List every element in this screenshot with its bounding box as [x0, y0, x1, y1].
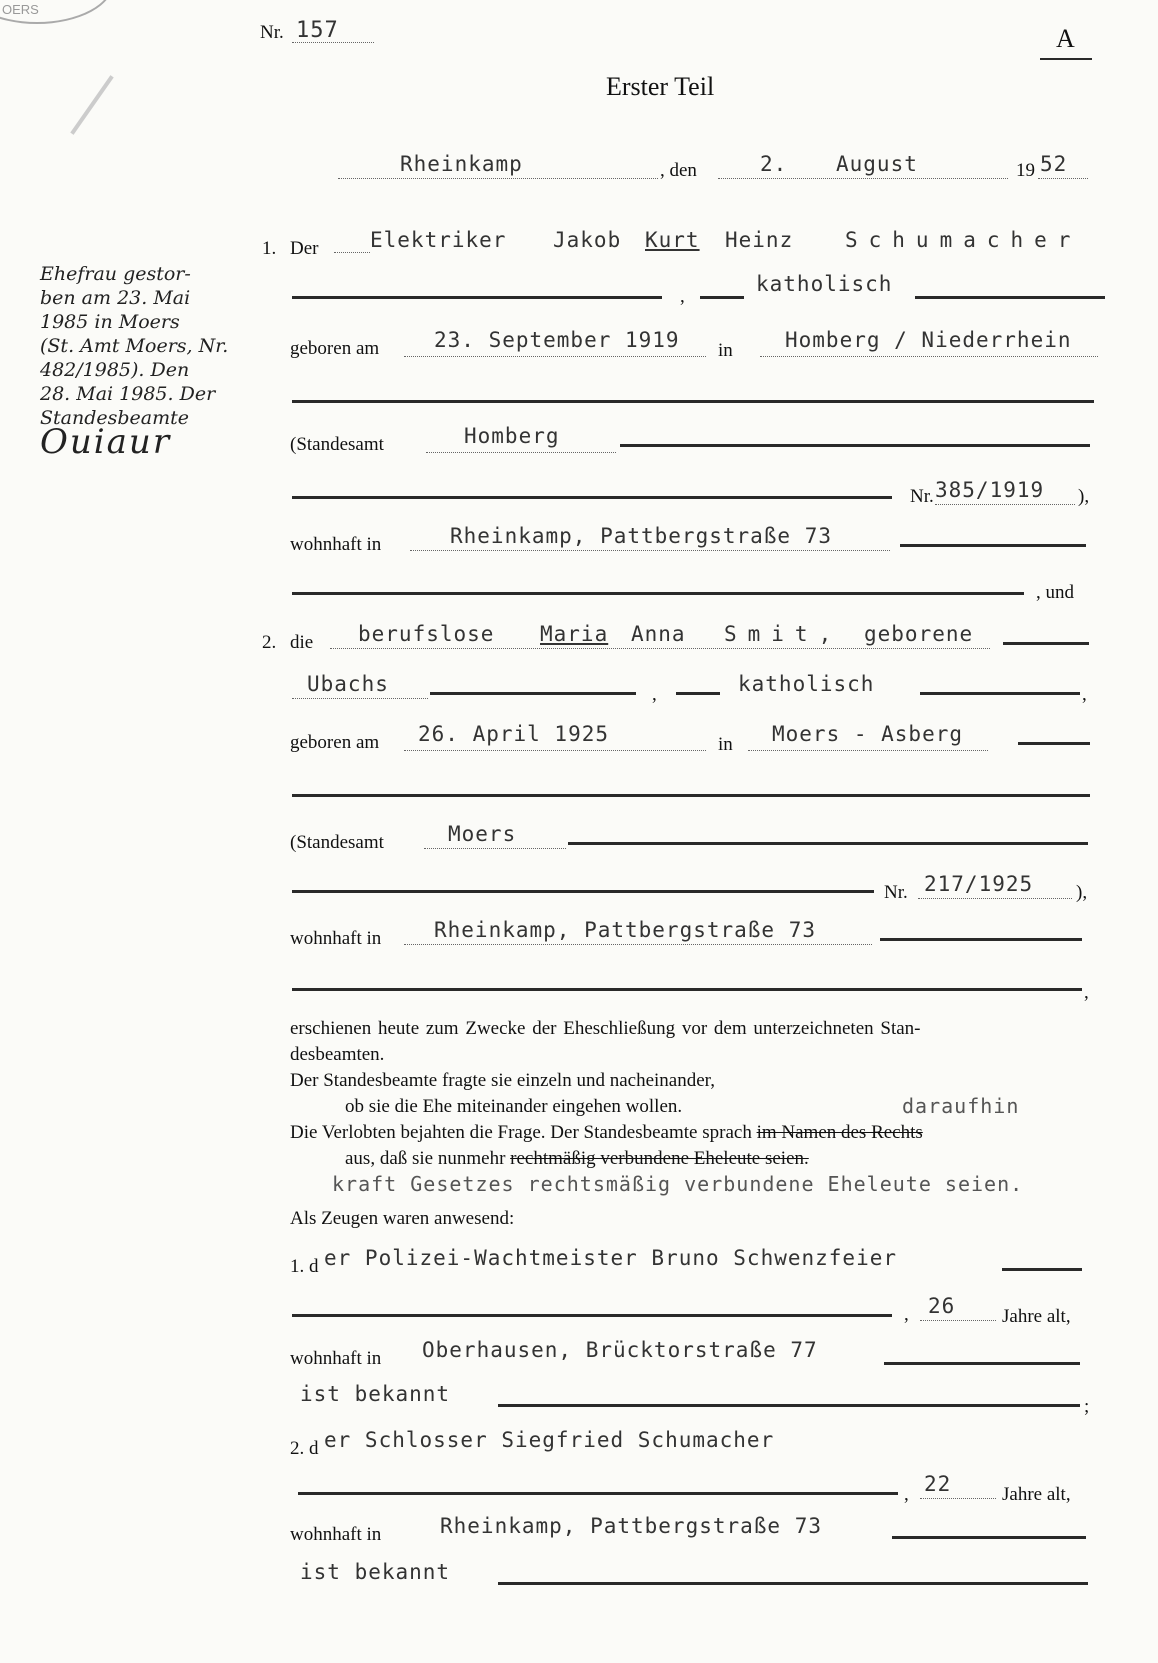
witness2-residence: Rheinkamp, Pattbergstraße 73 — [440, 1514, 823, 1538]
witness2-residence-label: wohnhaft in — [290, 1524, 382, 1545]
margin-line: (St. Amt Moers, Nr. — [40, 335, 229, 357]
bride-occupation: berufslose — [358, 622, 495, 646]
groom-religion: katholisch — [756, 272, 893, 296]
margin-line: Standesbeamte — [40, 407, 190, 429]
groom-residence: Rheinkamp, Pattbergstraße 73 — [450, 524, 833, 548]
comma: , — [652, 684, 657, 705]
bride-blank-line — [292, 794, 1090, 797]
groom-residence-dots — [410, 550, 890, 551]
marriage-day: 2. — [760, 152, 788, 176]
witness2-known: ist bekannt — [300, 1560, 451, 1584]
witness1-age-label: Jahre alt, — [1002, 1306, 1071, 1327]
bride-dots — [330, 648, 990, 649]
form-letter-underline — [1040, 58, 1092, 60]
bride-geborene: geborene — [864, 622, 974, 646]
witness2-residence-line — [892, 1536, 1086, 1539]
bride-reg-dots — [918, 898, 1072, 899]
body-line-4: ob sie die Ehe miteinander eingehen wollen. — [345, 1096, 683, 1117]
margin-line: Ehefrau gestor- — [40, 263, 191, 285]
year-dots — [1038, 178, 1088, 179]
bride-residence: Rheinkamp, Pattbergstraße 73 — [434, 918, 817, 942]
witness2-age-dots — [920, 1498, 996, 1499]
groom-middle-name: Heinz — [725, 228, 794, 252]
bride-registry: Moers — [448, 822, 517, 846]
groom-surname: Schumacher — [845, 228, 1082, 252]
form-letter: A — [1056, 24, 1075, 53]
comma: , — [904, 1484, 909, 1505]
bride-residence-label: wohnhaft in — [290, 928, 382, 949]
bride-born-label: geboren am — [290, 732, 380, 753]
witness2-text: er Schlosser Siegfried Schumacher — [324, 1428, 775, 1452]
groom-birth-place: Homberg / Niederrhein — [785, 328, 1072, 352]
bride-religion: katholisch — [738, 672, 875, 696]
groom-der-label: Der — [290, 238, 319, 259]
groom-residence-label: wohnhaft in — [290, 534, 382, 555]
groom-reg-nr: 385/1919 — [935, 478, 1045, 502]
bride-residence-dots — [404, 944, 872, 945]
witness2-known-line — [498, 1582, 1088, 1585]
record-number: 157 — [296, 18, 339, 43]
bride-name-line — [1003, 642, 1089, 645]
comma: , — [680, 286, 685, 307]
witness2-age-label: Jahre alt, — [1002, 1484, 1071, 1505]
groom-residence-line-2 — [292, 592, 1024, 595]
comma: , — [1082, 684, 1087, 705]
bride-registry-label: (Standesamt — [290, 832, 384, 853]
marriage-month: August — [836, 152, 918, 176]
bride-birth-date: 26. April 1925 — [418, 722, 610, 746]
groom-birth-date: 23. September 1919 — [434, 328, 680, 352]
groom-blank-line-2 — [292, 400, 1094, 403]
und-label: , und — [1036, 582, 1074, 603]
groom-occupation: Elektriker — [370, 228, 507, 252]
body-line-6-text: aus, daß sie nunmehr — [345, 1148, 511, 1169]
witness1-age: 26 — [928, 1294, 956, 1318]
groom-call-name: Kurt — [645, 228, 700, 252]
bride-surname: Smit, — [724, 622, 843, 646]
witness1-known: ist bekannt — [300, 1382, 451, 1406]
margin-line: 482/1985). Den — [40, 359, 190, 381]
bride-religion-line-left — [676, 692, 720, 695]
bride-registry-dots — [424, 848, 566, 849]
margin-line: 28. Mai 1985. Der — [40, 383, 216, 405]
bride-place-dots — [748, 750, 988, 751]
groom-reg-nr-label: Nr. — [910, 486, 934, 507]
bride-die-label: die — [290, 632, 314, 653]
bride-maiden-name: Ubachs — [307, 672, 389, 696]
page-title: Erster Teil — [606, 72, 715, 101]
record-number-dots — [292, 42, 374, 43]
body-line-2: desbeamten. — [290, 1044, 385, 1065]
groom-religion-line-left — [700, 296, 744, 299]
body-line-1: erschienen heute zum Zwecke der Eheschließung vor dem unterzeichneten Stan- — [290, 1018, 921, 1039]
den-label: , den — [660, 160, 697, 181]
bride-in-label: in — [718, 734, 733, 755]
groom-registry-line — [620, 444, 1090, 447]
groom-number: 1. — [262, 238, 277, 259]
body-line-6 — [345, 1148, 809, 1170]
bride-maiden-dots — [292, 698, 428, 699]
bride-religion-line-right — [920, 692, 1080, 695]
groom-first-name: Jakob — [553, 228, 622, 252]
witness1-line — [1002, 1268, 1082, 1271]
witness1-text: er Polizei-Wachtmeister Bruno Schwenzfeier — [324, 1246, 898, 1270]
body-line-3: Der Standesbeamte fragte sie einzeln und nacheinander, — [290, 1070, 715, 1091]
bride-place-line — [1018, 742, 1090, 745]
bride-registry-line — [568, 842, 1088, 845]
year-prefix: 19 — [1016, 160, 1035, 181]
witness1-end: ; — [1084, 1396, 1090, 1417]
bride-reg-nr-label: Nr. — [884, 882, 908, 903]
groom-born-label: geboren am — [290, 338, 380, 359]
bride-middle-name: Anna — [631, 622, 686, 646]
groom-registry-dots — [426, 452, 616, 453]
margin-line: 1985 in Moers — [40, 311, 180, 333]
groom-blank-line — [292, 296, 662, 299]
bride-residence-line-2 — [292, 988, 1082, 991]
witness2-number: 2. d — [290, 1438, 319, 1459]
groom-reg-close: ), — [1078, 486, 1090, 507]
witness1-age-dots — [920, 1320, 996, 1321]
groom-registry-label: (Standesamt — [290, 434, 384, 455]
groom-place-dots — [760, 356, 1098, 357]
body-line-5-text: Die Verlobten bejahten die Frage. Der Standesbeamte sprach — [290, 1122, 757, 1143]
groom-religion-line-right — [915, 296, 1105, 299]
groom-registry: Homberg — [464, 424, 560, 448]
groom-in-label: in — [718, 340, 733, 361]
witness1-known-line — [498, 1404, 1080, 1407]
witness1-blank-line — [292, 1314, 892, 1317]
witness-heading: Als Zeugen waren anwesend: — [290, 1208, 515, 1229]
comma: , — [904, 1304, 909, 1325]
record-number-label: Nr. — [260, 22, 284, 43]
bride-first-name: Maria — [540, 622, 609, 646]
struck-text-2: rechtmäßig verbundene Eheleute seien. — [510, 1148, 809, 1169]
witness2-blank-line — [298, 1492, 898, 1495]
year-suffix: 52 — [1040, 152, 1068, 176]
margin-line: ben am 23. Mai — [40, 287, 191, 309]
bride-reg-nr: 217/1925 — [924, 872, 1034, 896]
groom-reg-dots — [935, 504, 1075, 505]
groom-dots — [334, 252, 370, 253]
stamp-text: OERS — [2, 2, 39, 17]
groom-registry-line-2 — [292, 496, 892, 499]
bride-registry-line-2 — [292, 890, 874, 893]
witness1-number: 1. d — [290, 1256, 319, 1277]
groom-born-dots — [404, 356, 706, 357]
typed-insert-kraft-gesetzes: kraft Gesetzes rechtsmäßig verbundene Eheleute seien. — [332, 1172, 1024, 1196]
registrar-signature: Ouiaur — [40, 422, 172, 462]
date-dots — [718, 178, 1008, 179]
staple-mark — [70, 75, 113, 135]
witness1-residence-line — [884, 1362, 1080, 1365]
bride-residence-line — [880, 938, 1082, 941]
bride-born-dots — [404, 750, 706, 751]
marriage-place: Rheinkamp — [400, 152, 523, 176]
bride-reg-close: ), — [1076, 882, 1088, 903]
place-dots — [338, 178, 658, 179]
witness1-residence: Oberhausen, Brücktorstraße 77 — [422, 1338, 818, 1362]
bride-birth-place: Moers - Asberg — [772, 722, 964, 746]
struck-text-1: im Namen des Rechts — [756, 1122, 923, 1143]
typed-insert-daraufhin: daraufhin — [902, 1094, 1020, 1118]
witness2-age: 22 — [924, 1472, 952, 1496]
groom-residence-line — [900, 544, 1086, 547]
comma: , — [1084, 982, 1089, 1003]
margin-annotation — [40, 262, 260, 462]
bride-maiden-line — [430, 692, 636, 695]
body-line-5 — [290, 1122, 923, 1144]
bride-number: 2. — [262, 632, 277, 653]
witness1-residence-label: wohnhaft in — [290, 1348, 382, 1369]
